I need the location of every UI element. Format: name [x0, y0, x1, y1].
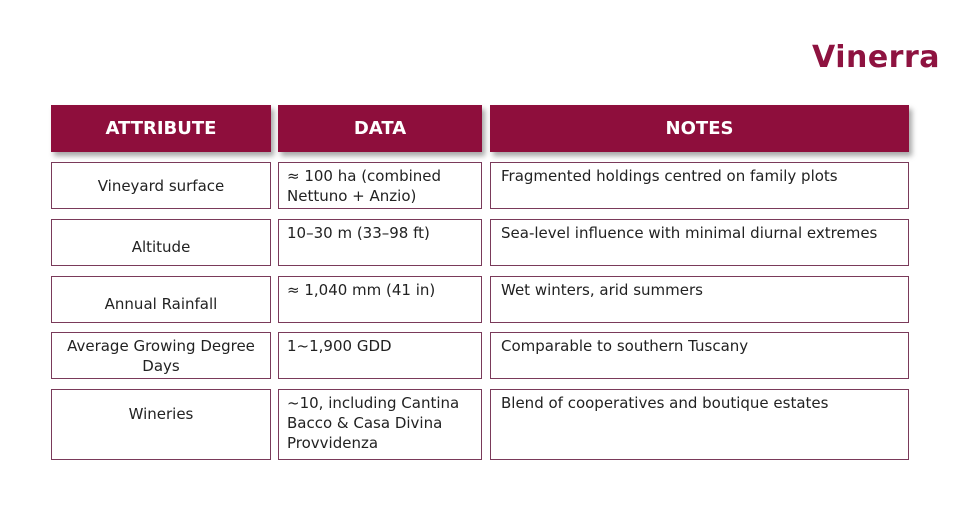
data-cell: ≈ 1,040 mm (41 in) [278, 276, 482, 323]
header-notes: NOTES [490, 105, 909, 152]
header-data: DATA [278, 105, 482, 152]
attribute-cell: Annual Rainfall [51, 276, 271, 323]
attribute-cell: Altitude [51, 219, 271, 266]
notes-cell: Comparable to southern Tuscany [490, 332, 909, 379]
notes-cell: Sea-level influence with minimal diurnal extremes [490, 219, 909, 266]
attribute-cell: Average Growing Degree Days [51, 332, 271, 379]
data-cell: 10–30 m (33–98 ft) [278, 219, 482, 266]
data-cell: ~10, including Cantina Bacco & Casa Divina Provvidenza [278, 389, 482, 460]
attribute-cell: Wineries [51, 389, 271, 460]
notes-cell: Blend of cooperatives and boutique estates [490, 389, 909, 460]
vinerra-logo: Vinerra [812, 40, 941, 75]
data-cell: 1~1,900 GDD [278, 332, 482, 379]
notes-cell: Fragmented holdings centred on family plots [490, 162, 909, 209]
attribute-cell: Vineyard surface [51, 162, 271, 209]
data-cell: ≈ 100 ha (combined Nettuno + Anzio) [278, 162, 482, 209]
header-attribute: ATTRIBUTE [51, 105, 271, 152]
notes-cell: Wet winters, arid summers [490, 276, 909, 323]
